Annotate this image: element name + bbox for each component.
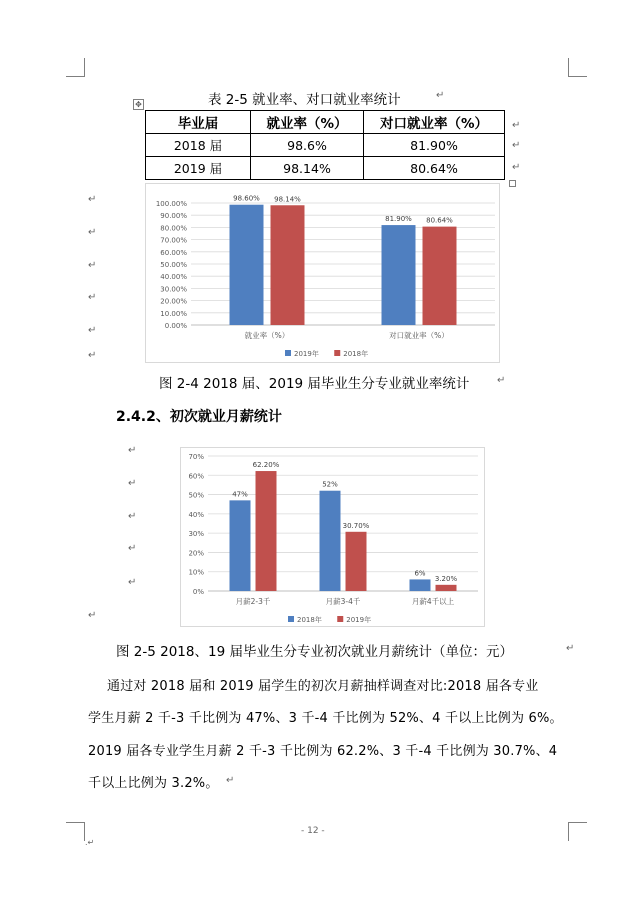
table-cell: 2019 届 bbox=[146, 157, 251, 180]
paragraph-line: 通过对 2018 届和 2019 届学生的初次月薪抽样调查对比:2018 届各专业 bbox=[107, 679, 539, 694]
x-tick-label: 月薪2-3千 bbox=[235, 597, 271, 606]
data-label: 6% bbox=[414, 569, 426, 578]
legend-swatch bbox=[285, 350, 291, 356]
figure1-caption: 图 2-4 2018 届、2019 届毕业生分专业就业率统计 bbox=[159, 376, 470, 392]
paragraph-mark: ↵ bbox=[226, 775, 235, 786]
y-tick-label: 40.00% bbox=[160, 273, 187, 282]
paragraph-mark: ↵ bbox=[128, 543, 137, 554]
legend-label: 2018年 bbox=[343, 350, 369, 358]
y-tick-label: 70.00% bbox=[160, 236, 187, 245]
legend-label: 2019年 bbox=[294, 350, 319, 358]
paragraph-mark: ↵ bbox=[88, 292, 97, 303]
y-tick-label: 50.00% bbox=[160, 261, 187, 269]
paragraph-mark: ↵ bbox=[566, 643, 575, 654]
y-tick-label: 80.00% bbox=[160, 224, 187, 233]
table-header-row bbox=[146, 111, 505, 134]
x-tick-label: 月薪3-4千 bbox=[325, 597, 361, 606]
paragraph-mark: ↵ bbox=[88, 194, 97, 205]
row-end-mark: ↵ bbox=[512, 120, 521, 131]
page-number: - 12 - bbox=[301, 826, 325, 836]
paragraph-mark: ↵ bbox=[88, 325, 97, 336]
y-tick-label: 20.00% bbox=[160, 297, 187, 306]
y-tick-label: 10.00% bbox=[160, 309, 187, 318]
paragraph-mark: ↵ bbox=[436, 90, 445, 101]
table-cell: 81.90% bbox=[364, 134, 505, 157]
legend-label: 2018年 bbox=[297, 616, 322, 624]
y-tick-label: 90.00% bbox=[160, 212, 187, 221]
table-header-cell: 毕业届 bbox=[146, 111, 251, 134]
crop-mark-bottom-right bbox=[568, 822, 587, 841]
y-tick-label: 0.00% bbox=[164, 322, 187, 330]
paragraph-mark: ↵ bbox=[128, 577, 137, 588]
y-tick-label: 70% bbox=[188, 453, 204, 461]
bar bbox=[423, 227, 457, 325]
table-resize-handle[interactable] bbox=[509, 180, 516, 187]
paragraph-mark: ↵ bbox=[88, 260, 97, 271]
bar bbox=[320, 491, 341, 591]
x-tick-label: 就业率（%） bbox=[244, 331, 290, 340]
table-caption: 表 2-5 就业率、对口就业率统计 bbox=[208, 92, 401, 108]
paragraph-mark: ↵ bbox=[88, 227, 97, 238]
bar bbox=[346, 532, 367, 591]
y-tick-label: 30% bbox=[188, 530, 204, 539]
y-tick-label: 20% bbox=[188, 549, 204, 558]
paragraph-line: 千以上比例为 3.2%。 bbox=[88, 776, 219, 791]
x-tick-label: 对口就业率（%） bbox=[389, 331, 449, 340]
paragraph-mark: .↵ bbox=[85, 838, 95, 847]
crop-mark-top-right bbox=[568, 58, 587, 77]
table-row bbox=[146, 157, 505, 180]
table-cell: 98.14% bbox=[251, 157, 364, 180]
bar bbox=[256, 471, 277, 591]
row-end-mark: ↵ bbox=[512, 140, 521, 151]
paragraph-line: 学生月薪 2 千-3 千比例为 47%、3 千-4 千比例为 52%、4 千以上比例为 6%。 bbox=[88, 711, 563, 726]
paragraph-mark: ↵ bbox=[88, 610, 97, 621]
bar bbox=[436, 585, 457, 591]
crop-mark-bottom-left bbox=[66, 822, 85, 841]
crop-mark-top-left bbox=[66, 58, 85, 77]
table-cell: 80.64% bbox=[364, 157, 505, 180]
legend-swatch bbox=[288, 616, 294, 622]
table-row bbox=[146, 134, 505, 157]
data-label: 80.64% bbox=[426, 216, 453, 225]
data-label: 30.70% bbox=[342, 521, 370, 530]
row-end-mark: ↵ bbox=[512, 162, 521, 173]
y-tick-label: 10% bbox=[188, 568, 204, 577]
y-tick-label: 0% bbox=[192, 588, 204, 596]
figure2-caption: 图 2-5 2018、19 届毕业生分专业初次就业月薪统计（单位：元） bbox=[116, 644, 513, 660]
table-move-handle-icon[interactable]: ✥ bbox=[133, 99, 144, 110]
x-tick-label: 月薪4千以上 bbox=[411, 597, 455, 606]
bar bbox=[230, 500, 251, 591]
bar bbox=[382, 225, 416, 325]
employment-rate-chart bbox=[145, 183, 500, 363]
paragraph-mark: ↵ bbox=[88, 350, 97, 361]
data-label: 47% bbox=[232, 490, 248, 499]
y-tick-label: 50% bbox=[188, 491, 204, 500]
y-tick-label: 60.00% bbox=[160, 248, 187, 257]
legend-label: 2019年 bbox=[346, 616, 372, 624]
table-cell: 2018 届 bbox=[146, 134, 251, 157]
legend-swatch bbox=[337, 616, 343, 622]
data-label: 98.14% bbox=[274, 195, 301, 204]
bar bbox=[230, 205, 264, 325]
y-tick-label: 30.00% bbox=[160, 285, 187, 294]
data-label: 81.90% bbox=[385, 215, 412, 224]
section-heading: 2.4.2、初次就业月薪统计 bbox=[116, 409, 282, 425]
bar bbox=[271, 205, 305, 325]
table-cell: 98.6% bbox=[251, 134, 364, 157]
paragraph-line: 2019 届各专业学生月薪 2 千-3 千比例为 62.2%、3 千-4 千比例为 30.7%、4 bbox=[88, 744, 558, 759]
paragraph-mark: ↵ bbox=[497, 375, 506, 386]
monthly-salary-chart bbox=[180, 447, 485, 627]
data-label: 98.60% bbox=[233, 194, 260, 203]
y-tick-label: 60% bbox=[188, 472, 204, 481]
stats-table bbox=[145, 110, 505, 180]
bar bbox=[410, 579, 431, 591]
table-header-cell: 就业率（%） bbox=[251, 111, 364, 134]
y-tick-label: 40% bbox=[188, 510, 204, 519]
legend-swatch bbox=[334, 350, 340, 356]
data-label: 62.20% bbox=[252, 461, 280, 470]
paragraph-mark: ↵ bbox=[128, 478, 137, 489]
table-header-cell: 对口就业率（%） bbox=[364, 111, 505, 134]
paragraph-mark: ↵ bbox=[128, 445, 137, 456]
data-label: 3.20% bbox=[434, 574, 458, 583]
paragraph-mark: ↵ bbox=[128, 511, 137, 522]
data-label: 52% bbox=[322, 480, 338, 489]
y-tick-label: 100.00% bbox=[155, 200, 187, 208]
